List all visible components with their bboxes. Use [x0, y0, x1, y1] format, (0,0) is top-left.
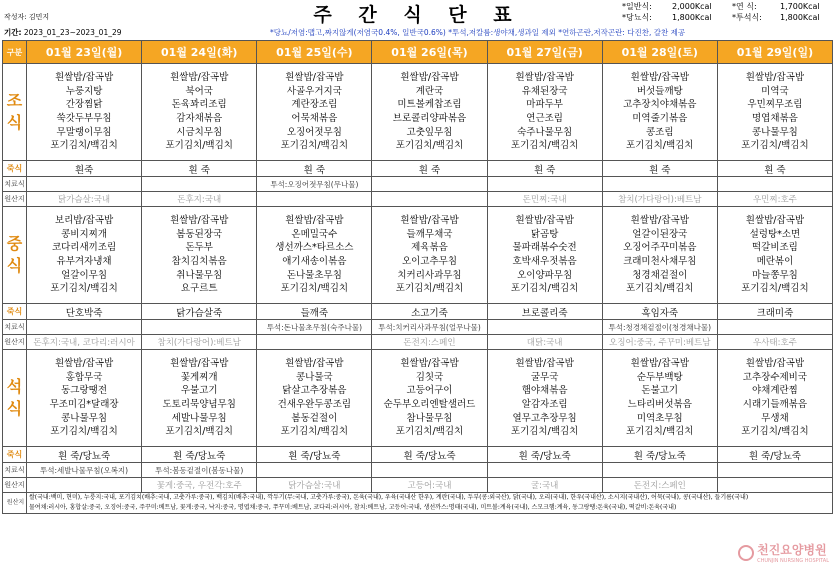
lunch-menu-row [3, 207, 833, 304]
sub-cell [372, 463, 487, 478]
menu-item: 미트볼케찹조림 [397, 99, 462, 111]
dinner-day-menu [717, 350, 832, 447]
menu-item: 북어국 [185, 85, 213, 97]
menu-item: 흰쌀밥/잡곡밥 [630, 72, 689, 84]
menu-item: 동그랑땡전 [61, 385, 108, 397]
menu-item: 흰쌀밥/잡곡밥 [745, 358, 805, 370]
origin-cell: 돈전지:스페인 [372, 335, 487, 350]
menu-item: 돈두부 [185, 242, 213, 254]
juk-cell: 들깨죽 [257, 304, 372, 320]
menu-item: 애기새송이볶음 [282, 256, 347, 267]
menu-item: 꽃게찌개 [180, 371, 218, 383]
day-header: 01월 24일(화) [142, 41, 257, 64]
sub-cell [142, 320, 257, 335]
sub-cell [27, 177, 142, 192]
menu-item: 참나물무침 [406, 412, 453, 424]
sub-cell: 투석:돈나물초무침(숙주나물) [257, 320, 372, 335]
origin-cell: 닭가슴살:국내 [257, 478, 372, 493]
menu-item: 연근조림 [526, 113, 563, 124]
menu-item: 오이고추무침 [401, 256, 458, 267]
lunch-origin-row [3, 335, 833, 350]
menu-item: 흰쌀밥/잡곡밥 [285, 215, 344, 227]
footer-row [3, 493, 833, 514]
menu-item: 포기김치/백김치 [395, 426, 464, 438]
kcal-label-soft: *연 식: [732, 2, 757, 11]
menu-item: 미역줄기볶음 [632, 113, 688, 124]
sub-cell [27, 320, 142, 335]
sub-cell [142, 177, 257, 192]
dinner-day-menu [142, 350, 257, 447]
lunch-day-menu [372, 207, 487, 304]
menu-item: 흰쌀밥/잡곡밥 [400, 72, 459, 84]
menu-item: 포기김치/백김치 [50, 140, 118, 152]
menu-item: 흰쌀밥/잡곡밥 [515, 215, 574, 227]
menu-item: 무말랭이무침 [56, 126, 112, 138]
origin-cell: 돈전지:스페인 [602, 478, 717, 493]
breakfast-juk-row [3, 161, 833, 177]
breakfast-day-menu [142, 64, 257, 161]
menu-item: 흰쌀밥/잡곡밥 [515, 72, 574, 84]
juk-cell: 흰 죽/당뇨죽 [602, 447, 717, 463]
menu-item: 야채계란찜 [751, 385, 798, 397]
dinner-juk-row [3, 447, 833, 463]
sub-label: 치료식 [3, 177, 27, 192]
juk-cell: 닭가슴살죽 [142, 304, 257, 320]
menu-item: 흰쌀밥/잡곡밥 [170, 358, 229, 370]
origin-cell [257, 335, 372, 350]
sub-cell [372, 177, 487, 192]
menu-item: 제육볶음 [411, 242, 448, 254]
juk-cell: 흰 죽/당뇨죽 [717, 447, 832, 463]
lunch-juk-row [3, 304, 833, 320]
menu-item: 고추장수제비국 [742, 371, 808, 383]
sub-label: 치료식 [3, 320, 27, 335]
menu-table [2, 40, 833, 514]
menu-item: 포기김치/백김치 [395, 283, 464, 295]
juk-cell: 흰죽 [27, 161, 142, 177]
juk-cell: 크래미죽 [717, 304, 832, 320]
juk-cell: 흰 죽/당뇨죽 [257, 447, 372, 463]
hospital-name: 천진요양병원 [757, 543, 827, 557]
page-title: 주 간 식 단 표 [313, 4, 522, 26]
menu-item: 순두부오리엔탈샐러드 [383, 399, 476, 410]
origin-cell: 고등어:국내 [372, 478, 487, 493]
menu-item: 쑥갓두부무침 [56, 113, 112, 124]
kcal-value-diabetes: 1,800Kcal [672, 13, 712, 22]
menu-item: 보리밥/잡곡밥 [54, 215, 114, 227]
sub-cell [717, 463, 832, 478]
period-label: 기간: [4, 28, 22, 37]
menu-item: 오징어젓무침 [286, 126, 342, 138]
menu-item: 온메밀국수 [291, 228, 338, 240]
kcal-label-general: *일반식: [622, 2, 652, 11]
dinner-category: 석식 [3, 350, 27, 447]
kcal-right [732, 1, 820, 23]
origin-cell: 닭가슴살:국내 [27, 192, 142, 207]
origin-cell [717, 478, 832, 493]
origin-cell [257, 192, 372, 207]
author: 작성자: 김민지 [4, 13, 50, 21]
menu-item: 햄야채볶음 [521, 385, 568, 397]
menu-item: 알감자조림 [521, 399, 568, 410]
dinner-day-menu [487, 350, 602, 447]
menu-item: 흰쌀밥/잡곡밥 [745, 215, 805, 227]
juk-cell: 브로콜리죽 [487, 304, 602, 320]
dinner-sub-row [3, 463, 833, 478]
juk-cell: 흰 죽 [372, 161, 487, 177]
day-header: 01월 25일(수) [257, 41, 372, 64]
origin-cell: 오징어:중국, 주꾸미:베트남 [602, 335, 717, 350]
sub-cell [717, 177, 832, 192]
sub-cell: 투석:오징어젓무침(무나물) [257, 177, 372, 192]
menu-item: 흰쌀밥/잡곡밥 [285, 72, 344, 84]
lunch-day-menu [487, 207, 602, 304]
breakfast-day-menu [717, 64, 832, 161]
menu-item: 포기김치/백김치 [741, 283, 809, 295]
sub-cell [602, 463, 717, 478]
menu-item: 고등어구이 [406, 385, 453, 397]
menu-item: 누룽지탕 [65, 85, 103, 97]
period-value: 2023_01_23~2023_01_29 [23, 28, 122, 37]
menu-item: 얼갈이된장국 [632, 228, 688, 240]
menu-item: 간장찜닭 [65, 99, 103, 111]
menu-item: 포기김치/백김치 [741, 140, 809, 152]
menu-item: 포기김치/백김치 [626, 140, 694, 152]
juk-cell: 흰 죽 [487, 161, 602, 177]
kcal-label-dialysis: *투석식: [732, 13, 762, 22]
menu-item: 어묵채볶음 [291, 113, 338, 124]
menu-item: 포기김치/백김치 [165, 140, 233, 152]
menu-item: 포기김치/백김치 [510, 426, 579, 438]
menu-item: 마파두부 [526, 99, 563, 111]
sub-label: 치료식 [3, 463, 27, 478]
menu-item: 포기김치/백김치 [280, 140, 349, 152]
origin-label: 원산지 [3, 335, 27, 350]
menu-item: 건새우완두콩조림 [277, 399, 352, 410]
origin-cell [372, 192, 487, 207]
breakfast-origin-row [3, 192, 833, 207]
menu-item: 느타리버섯볶음 [627, 399, 692, 410]
menu-item: 흰쌀밥/잡곡밥 [515, 358, 574, 370]
menu-item: 홍합무국 [65, 371, 103, 383]
menu-item: 콩나물무침 [751, 126, 798, 138]
footer-line: 쌀(국내:백미, 현미), 누룽지:국내, 포기김치(배추:국내, 고춧가루:중국), 백김치(배추:국내), 깍두기(무:국내, 고춧가루:중국), 돈육(국내), 우육(국내산 한우), 계란(국내), 두부(콩:외국산), 닭(국내), 오리(국내), 한우(국내산), 소시지(국내산), 어묵(국내), 콩(국내산), 들기름(국내) [29, 494, 749, 501]
menu-item: 세발나물무침 [171, 412, 227, 424]
sub-cell: 투석:청경채겉절이(청경채나물) [602, 320, 717, 335]
menu-item: 명엽채볶음 [751, 113, 798, 124]
menu-item: 취나물무침 [176, 269, 223, 281]
menu-item: 포기김치/백김치 [50, 283, 118, 295]
origin-cell: 굴:국내 [487, 478, 602, 493]
menu-item: 호박새우젓볶음 [512, 256, 577, 267]
juk-label: 죽식 [3, 304, 27, 320]
breakfast-category: 조식 [3, 64, 27, 161]
menu-item: 포기김치/백김치 [50, 426, 118, 438]
juk-cell: 흰 죽/당뇨죽 [487, 447, 602, 463]
lunch-day-menu [142, 207, 257, 304]
menu-item: 메란볶이 [756, 256, 794, 267]
menu-item: 흰쌀밥/잡곡밥 [745, 72, 805, 84]
juk-cell: 흰 죽/당뇨죽 [142, 447, 257, 463]
menu-item: 봄동된장국 [176, 228, 223, 240]
menu-item: 흰쌀밥/잡곡밥 [54, 72, 114, 84]
menu-item: 유부겨자냉채 [56, 256, 112, 267]
menu-item: 계란국 [415, 85, 444, 97]
menu-item: 포기김치/백김치 [510, 283, 579, 295]
breakfast-day-menu [257, 64, 372, 161]
origin-cell: 돈민찌:국내 [487, 192, 602, 207]
menu-item: 돈육꽈리조림 [171, 99, 227, 111]
juk-cell: 흰 죽 [142, 161, 257, 177]
juk-cell: 단호박죽 [27, 304, 142, 320]
dinner-day-menu [602, 350, 717, 447]
origin-cell [27, 478, 142, 493]
origin-cell: 돈후지:국내, 코다리:러시아 [27, 335, 142, 350]
day-header: 01월 23일(월) [27, 41, 142, 64]
menu-item: 청경채겉절이 [632, 269, 688, 281]
menu-item: 김칫국 [415, 371, 444, 383]
menu-item: 떡갈비조림 [751, 242, 798, 254]
lunch-category: 중식 [3, 207, 27, 304]
menu-item: 흰쌀밥/잡곡밥 [630, 358, 689, 370]
menu-item: 포기김치/백김치 [280, 426, 349, 438]
menu-item: 우불고기 [180, 385, 218, 397]
lunch-day-menu [27, 207, 142, 304]
menu-item: 봄동겉절이 [291, 412, 338, 424]
lunch-day-menu [717, 207, 832, 304]
origin-cell: 돈후지:국내 [142, 192, 257, 207]
menu-item: 흰쌀밥/잡곡밥 [54, 358, 114, 370]
breakfast-day-menu [487, 64, 602, 161]
menu-item: 설렁탕*소면 [749, 228, 801, 240]
dinner-day-menu [372, 350, 487, 447]
diet-notice: *당뇨/저염:맵고,짜지않게(저염국0.4%, 일반국0.6%) *투석,저칼륨:생야채,생과일 제외 *연하곤란,저작곤란: 다진찬, 갈찬 제공 [270, 28, 686, 37]
period [4, 27, 122, 38]
menu-item: 흰쌀밥/잡곡밥 [170, 215, 229, 227]
footer-line: 물여채:러시아, 홍합살:중국, 오징어:중국, 주꾸미:베트남, 꽃게:중국, 낙지:중국, 명엽채:중국, 쭈꾸미:베트남, 코다리:러시아, 참치:베트남, 고등어:국내, 생선까스:명태(국내), 미트볼:계육(국내), 스모크햄:계육, 동그랑땡:돈육(국내), 떡갈비:돈육(국내) [29, 504, 677, 511]
menu-item: 콩나물무침 [61, 412, 108, 424]
breakfast-day-menu [602, 64, 717, 161]
menu-item: 돈불고기 [641, 385, 679, 397]
menu-item: 코다리새끼조림 [51, 242, 117, 254]
menu-item: 들깨무채국 [406, 228, 453, 240]
menu-item: 콩조림 [646, 126, 674, 138]
hospital-logo [738, 541, 829, 564]
hospital-logo-icon [738, 545, 754, 561]
lunch-day-menu [602, 207, 717, 304]
juk-cell: 흰 죽/당뇨죽 [372, 447, 487, 463]
sub-cell: 투석:치커리사과무침(얼무나물) [372, 320, 487, 335]
juk-cell: 흰 죽 [257, 161, 372, 177]
juk-label: 죽식 [3, 161, 27, 177]
menu-item: 고추장치야채볶음 [623, 99, 697, 111]
menu-item: 닭곰탕 [530, 228, 559, 240]
menu-item: 생선까스*타르소스 [275, 242, 354, 254]
menu-item: 시금치무침 [176, 126, 223, 138]
menu-item: 흰쌀밥/잡곡밥 [400, 358, 459, 370]
kcal-value-general: 2,000Kcal [672, 2, 712, 11]
corner-label: 구분 [3, 41, 27, 64]
menu-item: 콩비지찌개 [61, 228, 108, 240]
breakfast-day-menu [27, 64, 142, 161]
sub-cell [257, 463, 372, 478]
origin-label: 원산지 [3, 192, 27, 207]
juk-cell: 흰 죽 [717, 161, 832, 177]
menu-item: 얼갈이무침 [61, 269, 108, 281]
kcal-value-dialysis: 1,800Kcal [780, 13, 820, 22]
menu-item: 포기김치/백김치 [626, 283, 694, 295]
menu-item: 미역초무침 [636, 412, 683, 424]
menu-item: 치커리사과무침 [397, 269, 462, 281]
breakfast-sub-row [3, 177, 833, 192]
menu-item: 흰쌀밥/잡곡밥 [400, 215, 459, 227]
menu-item: 숙주나물무침 [517, 126, 573, 138]
menu-item: 오징어주꾸미볶음 [623, 242, 697, 254]
origin-cell: 참치(가다랑어):베트남 [142, 335, 257, 350]
sub-cell [602, 177, 717, 192]
juk-cell: 흰 죽 [602, 161, 717, 177]
dinner-day-menu [257, 350, 372, 447]
menu-item: 흰쌀밥/잡곡밥 [630, 215, 689, 227]
menu-item: 계란장조림 [291, 99, 338, 111]
origin-cell: 우민찌:호주 [717, 192, 832, 207]
menu-item: 포기김치/백김치 [626, 426, 694, 438]
day-header: 01월 27일(금) [487, 41, 602, 64]
juk-cell: 소고기죽 [372, 304, 487, 320]
breakfast-day-menu [372, 64, 487, 161]
menu-item: 브로콜리양파볶음 [392, 113, 467, 124]
menu-item: 포기김치/백김치 [280, 283, 349, 295]
menu-item: 닭살고추장볶음 [282, 385, 347, 397]
menu-item: 흰쌀밥/잡곡밥 [170, 72, 229, 84]
sub-cell [487, 463, 602, 478]
menu-item: 돈나물초무침 [286, 269, 342, 281]
breakfast-menu-row [3, 64, 833, 161]
menu-item: 물파래볶수숫전 [512, 242, 577, 254]
menu-item: 포기김치/백김치 [510, 140, 579, 152]
menu-item: 순두부백탕 [636, 371, 683, 383]
sub-cell [717, 320, 832, 335]
juk-cell: 흑임자죽 [602, 304, 717, 320]
menu-item: 열무고추장무침 [512, 412, 577, 424]
sub-cell [487, 177, 602, 192]
menu-item: 콩나물국 [295, 371, 333, 383]
dinner-origin-row [3, 478, 833, 493]
menu-item: 참치김치볶음 [171, 256, 227, 267]
dinner-menu-row [3, 350, 833, 447]
origin-cell: 대닭:국내 [487, 335, 602, 350]
kcal-label-diabetes: *당뇨식: [622, 13, 652, 22]
lunch-sub-row [3, 320, 833, 335]
origin-cell: 꽃게:중국, 우전각:호주 [142, 478, 257, 493]
menu-item: 무생채 [761, 412, 789, 424]
juk-label: 죽식 [3, 447, 27, 463]
juk-cell: 흰 죽/당뇨죽 [27, 447, 142, 463]
lunch-day-menu [257, 207, 372, 304]
sub-cell: 투석:세발나물무침(오복지) [27, 463, 142, 478]
menu-item: 시래기들깨볶음 [742, 399, 808, 410]
day-header: 01월 29일(일) [717, 41, 832, 64]
origin-cell: 참치(가다랑어):베트남 [602, 192, 717, 207]
sub-cell [487, 320, 602, 335]
menu-item: 우민찌무조림 [747, 99, 803, 111]
menu-item: 마늘쫑무침 [751, 269, 798, 281]
day-header-row [3, 41, 833, 64]
menu-item: 포기김치/백김치 [165, 426, 233, 438]
menu-item: 도토리묵양념무침 [162, 399, 236, 410]
footer-origin-text [27, 493, 833, 514]
menu-item: 무조미김*달래장 [49, 399, 119, 410]
origin-label: 원산지 [3, 478, 27, 493]
sub-cell: 투석:봄동겉절이(봄동나물) [142, 463, 257, 478]
menu-item: 미역국 [761, 85, 789, 97]
menu-item: 흰쌀밥/잡곡밥 [285, 358, 344, 370]
menu-item: 버섯들깨탕 [636, 85, 683, 97]
footer-origin-label: 원산지 [3, 493, 27, 514]
menu-item: 포기김치/백김치 [741, 426, 809, 438]
menu-item: 포기김치/백김치 [395, 140, 464, 152]
menu-item: 고춧잎무침 [406, 126, 453, 138]
menu-item: 크래미천사채무침 [623, 256, 697, 267]
kcal-value-soft: 1,700Kcal [780, 2, 820, 11]
menu-item: 사골우거지국 [286, 85, 342, 97]
kcal-left [622, 1, 712, 23]
day-header: 01월 28일(토) [602, 41, 717, 64]
day-header: 01월 26일(목) [372, 41, 487, 64]
menu-item: 요구르트 [180, 283, 218, 295]
menu-item: 오이양파무침 [517, 269, 573, 281]
hospital-name-en: CHUNJIN NURSING HOSPITAL [757, 558, 829, 564]
origin-cell: 우사태:호주 [717, 335, 832, 350]
dinner-day-menu [27, 350, 142, 447]
menu-item: 감자채볶음 [176, 113, 223, 124]
menu-item: 유채된장국 [521, 85, 568, 97]
menu-item: 굴무국 [530, 371, 559, 383]
